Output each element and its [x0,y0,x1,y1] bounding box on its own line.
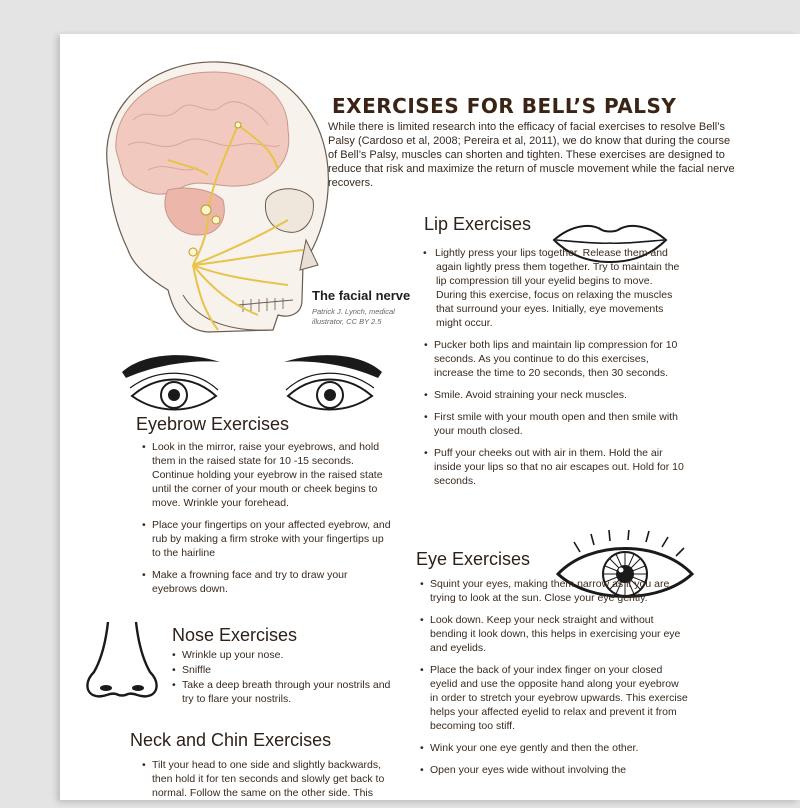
nose-illustration [82,620,162,704]
eye-exercise-item: • Wink your one eye gently and then the other. [420,741,688,755]
eyebrow-exercises-list [142,440,392,604]
neck-chin-exercises-list [142,758,392,808]
eyebrows-and-eyes-illustration [112,344,392,424]
eyebrow-exercise-item: • Make a frowning face and try to draw your eyebrows down. [142,568,392,596]
lip-exercises-heading: Lip Exercises [424,214,532,234]
page-title: EXERCISES FOR BELL’S PALSY [332,94,677,118]
eyebrow-exercise-item: • Look in the mirror, raise your eyebrows, and hold them in the raised state for 10 -15 seconds. Continue holding your eyebrow in the raised state until the corner of your mouth or cheek begins to move. Wrinkle your forehead. [142,440,392,510]
neck-chin-exercises-heading: Neck and Chin Exercises [130,730,332,750]
lip-exercise-item: • Pucker both lips and maintain lip compression for 10 seconds. As you continue to do this exercises, increase the time to 20 seconds, then 30 seconds. [424,338,686,380]
worksheet-page [60,34,800,800]
skull-caption-heading: The facial nerve [312,288,411,303]
lip-exercise-item: • Smile. Avoid straining your neck muscles. [424,388,686,402]
nose-exercise-item: • Sniffle [172,663,392,677]
eyebrow-exercises-heading: Eyebrow Exercises [136,414,290,434]
nose-exercise-item: • Take a deep breath through your nostrils and try to flare your nostrils. [172,678,392,706]
lip-exercise-item: • Puff your cheeks out with air in them. Hold the air inside your lips so that no air escapes out. Hold for 10 seconds. [424,446,686,488]
lip-exercises-list [424,246,686,496]
facial-nerve-skull-illustration [88,50,348,350]
nose-exercises-list [172,648,392,707]
eyebrow-exercise-item: • Place your fingertips on your affected eyebrow, and rub by making a firm stroke with your fingertips up to the hairline [142,518,392,560]
lip-exercise-item: • Lightly press your lips together. Release them and again lightly press them together. Try to maintain the lip compression till your eyelid begins to move. During this exercise, focus on relaxing the muscles that surround your eyes. Initially, eye movements might occur. [424,246,686,330]
eye-exercises-list [420,577,688,785]
skull-caption-credit: Patrick J. Lynch, medical illustrator, CC BY 2.5 [312,307,395,326]
neck-chin-exercise-item: • Tilt your head to one side and slightly backwards, then hold it for ten seconds and slowly get back to normal. Follow the same on the other side. This [142,758,392,800]
nose-exercises-heading: Nose Exercises [172,625,298,645]
intro-paragraph: While there is limited research into the efficacy of facial exercises to resolve Bell’s Palsy (Cardoso et al, 2008; Pereira et al, 2011), we do know that during the course of Bell’s Palsy, muscles can shorten and tighten. These exercises are designed to reduce that risk and maximize the return of muscle movement while the facial nerve recovers. [328,121,735,189]
lip-exercise-item: • First smile with your mouth open and then smile with your mouth closed. [424,410,686,438]
eye-exercise-item: • Look down. Keep your neck straight and without bending it look down, this helps in exercising your eye and eyelids. [420,613,688,655]
eye-exercises-heading: Eye Exercises [416,549,531,569]
eye-exercise-item: • Squint your eyes, making them narrow as if you are trying to look at the sun. Close your eye gently. [420,577,688,605]
nose-exercise-item: • Wrinkle up your nose. [172,648,392,662]
eye-exercise-item: • Place the back of your index finger on your closed eyelid and use the opposite hand along your eyebrow in order to stretch your eyebrow upwards. This exercise helps your affected eyelid to relax and prevent it from becoming too stiff. [420,663,688,733]
eye-exercise-item: • Open your eyes wide without involving the [420,763,688,777]
